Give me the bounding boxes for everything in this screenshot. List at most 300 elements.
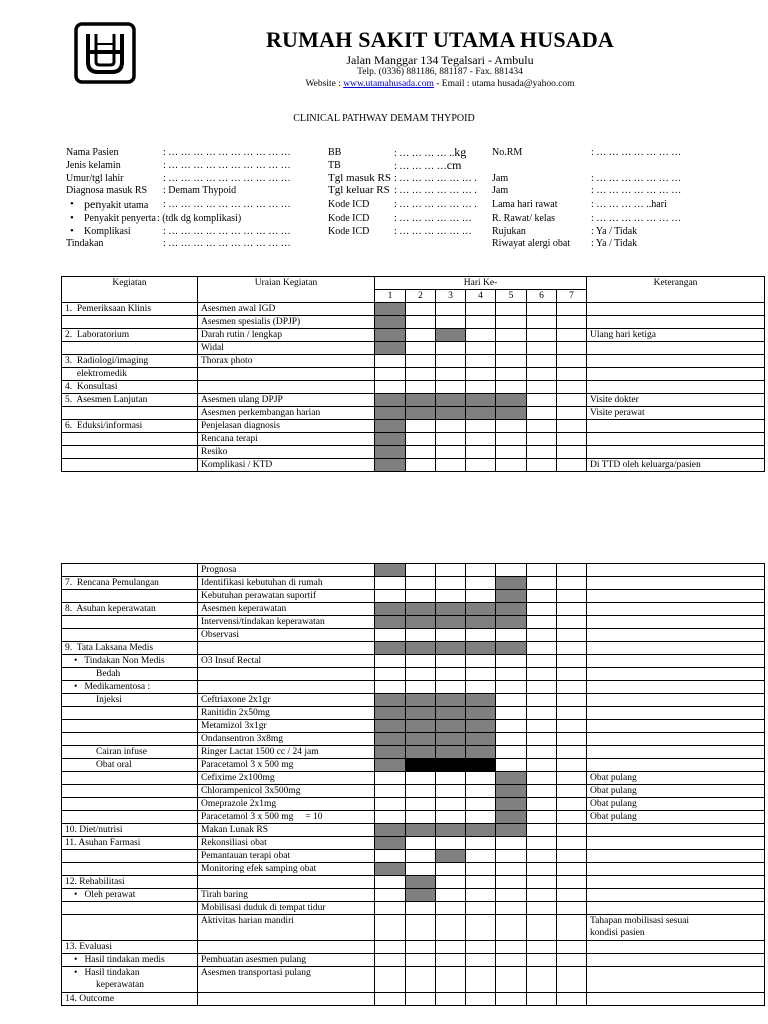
day-cell-scheduled[interactable] <box>375 863 406 876</box>
day-cell[interactable] <box>406 329 436 342</box>
day-cell[interactable] <box>436 785 466 798</box>
form-value-field[interactable]: : (tdk dg komplikasi) <box>157 213 242 224</box>
day-cell[interactable] <box>496 850 527 863</box>
day-cell[interactable] <box>466 681 496 694</box>
day-cell[interactable] <box>496 433 527 446</box>
day-cell[interactable] <box>527 329 557 342</box>
day-cell-scheduled[interactable] <box>375 420 406 433</box>
day-cell[interactable] <box>527 746 557 759</box>
day-cell[interactable] <box>406 303 436 316</box>
day-cell[interactable] <box>466 303 496 316</box>
day-cell-scheduled[interactable] <box>406 733 436 746</box>
day-cell[interactable] <box>557 876 587 889</box>
day-cell[interactable] <box>466 342 496 355</box>
day-cell[interactable] <box>436 381 466 394</box>
day-cell[interactable] <box>436 629 466 642</box>
day-cell[interactable] <box>466 785 496 798</box>
day-cell[interactable] <box>557 954 587 967</box>
day-cell-scheduled[interactable] <box>436 603 466 616</box>
day-cell[interactable] <box>406 993 436 1006</box>
day-cell[interactable] <box>557 993 587 1006</box>
day-cell[interactable] <box>375 681 406 694</box>
day-cell[interactable] <box>496 993 527 1006</box>
day-cell[interactable] <box>466 668 496 681</box>
day-cell[interactable] <box>557 915 587 941</box>
day-cell[interactable] <box>406 577 436 590</box>
day-cell[interactable] <box>527 394 557 407</box>
day-cell[interactable] <box>375 590 406 603</box>
day-cell-scheduled[interactable] <box>375 342 406 355</box>
day-cell[interactable] <box>496 342 527 355</box>
day-cell[interactable] <box>557 603 587 616</box>
day-cell[interactable] <box>375 629 406 642</box>
day-cell[interactable] <box>527 941 557 954</box>
day-cell-scheduled[interactable] <box>496 798 527 811</box>
day-cell[interactable] <box>557 642 587 655</box>
day-cell[interactable] <box>406 459 436 472</box>
form-value-field[interactable] <box>394 159 461 173</box>
day-cell[interactable] <box>557 720 587 733</box>
day-cell[interactable] <box>527 629 557 642</box>
day-cell-scheduled[interactable] <box>436 824 466 837</box>
day-cell[interactable] <box>557 837 587 850</box>
day-cell[interactable] <box>557 446 587 459</box>
day-cell[interactable] <box>496 329 527 342</box>
day-cell-scheduled[interactable] <box>375 407 406 420</box>
day-cell-scheduled[interactable] <box>375 303 406 316</box>
day-cell[interactable] <box>466 967 496 993</box>
day-cell[interactable] <box>527 954 557 967</box>
day-cell[interactable] <box>557 746 587 759</box>
day-cell[interactable] <box>496 629 527 642</box>
day-cell[interactable] <box>406 655 436 668</box>
day-cell[interactable] <box>557 433 587 446</box>
day-cell[interactable] <box>436 772 466 785</box>
day-cell-scheduled[interactable] <box>466 642 496 655</box>
day-cell[interactable] <box>466 850 496 863</box>
day-cell[interactable] <box>406 967 436 993</box>
day-cell[interactable] <box>527 694 557 707</box>
day-cell[interactable] <box>466 420 496 433</box>
form-value-field[interactable]: : … … … … … … … <box>591 173 682 184</box>
day-cell-scheduled[interactable] <box>466 720 496 733</box>
day-cell[interactable] <box>406 590 436 603</box>
day-cell[interactable] <box>527 902 557 915</box>
day-cell-scheduled[interactable] <box>406 642 436 655</box>
day-cell[interactable] <box>527 837 557 850</box>
day-cell[interactable] <box>436 433 466 446</box>
day-cell[interactable] <box>436 355 466 368</box>
day-cell[interactable] <box>557 329 587 342</box>
day-cell-scheduled[interactable] <box>496 590 527 603</box>
day-cell[interactable] <box>527 342 557 355</box>
day-cell-scheduled[interactable] <box>466 707 496 720</box>
day-cell[interactable] <box>496 446 527 459</box>
day-cell-scheduled[interactable] <box>406 759 436 772</box>
day-cell[interactable] <box>527 459 557 472</box>
day-cell[interactable] <box>406 381 436 394</box>
day-cell-scheduled[interactable] <box>375 564 406 577</box>
form-value-field[interactable]: : … … … … … … … <box>591 213 682 224</box>
day-cell[interactable] <box>496 564 527 577</box>
day-cell[interactable] <box>527 863 557 876</box>
day-cell[interactable] <box>496 694 527 707</box>
day-cell-scheduled[interactable] <box>406 394 436 407</box>
day-cell[interactable] <box>436 420 466 433</box>
day-cell-scheduled[interactable] <box>496 616 527 629</box>
day-cell[interactable] <box>527 355 557 368</box>
day-cell[interactable] <box>466 902 496 915</box>
day-cell[interactable] <box>436 863 466 876</box>
day-cell-scheduled[interactable] <box>406 876 436 889</box>
day-cell-scheduled[interactable] <box>406 407 436 420</box>
day-cell[interactable] <box>527 433 557 446</box>
day-cell[interactable] <box>496 720 527 733</box>
day-cell[interactable] <box>375 993 406 1006</box>
day-cell-scheduled[interactable] <box>406 720 436 733</box>
day-cell[interactable] <box>406 668 436 681</box>
day-cell-scheduled[interactable] <box>496 811 527 824</box>
day-cell-scheduled[interactable] <box>406 824 436 837</box>
day-cell[interactable] <box>375 655 406 668</box>
day-cell[interactable] <box>527 577 557 590</box>
day-cell[interactable] <box>557 381 587 394</box>
day-cell[interactable] <box>527 915 557 941</box>
day-cell[interactable] <box>496 668 527 681</box>
day-cell[interactable] <box>557 863 587 876</box>
day-cell[interactable] <box>436 668 466 681</box>
day-cell-scheduled[interactable] <box>436 394 466 407</box>
day-cell[interactable] <box>406 902 436 915</box>
form-value-field[interactable]: : … … … … … … … <box>591 147 682 158</box>
form-value-field[interactable]: : Demam Thypoid <box>163 185 237 196</box>
day-cell[interactable] <box>527 759 557 772</box>
day-cell[interactable] <box>375 876 406 889</box>
day-cell[interactable] <box>406 954 436 967</box>
day-cell[interactable] <box>527 785 557 798</box>
day-cell-scheduled[interactable] <box>496 642 527 655</box>
day-cell[interactable] <box>557 668 587 681</box>
day-cell[interactable] <box>436 577 466 590</box>
day-cell-scheduled[interactable] <box>466 694 496 707</box>
day-cell-scheduled[interactable] <box>466 746 496 759</box>
day-cell[interactable] <box>466 577 496 590</box>
form-value-field[interactable]: : Ya / Tidak <box>591 226 638 237</box>
day-cell[interactable] <box>557 785 587 798</box>
day-cell-scheduled[interactable] <box>375 733 406 746</box>
day-cell-scheduled[interactable] <box>496 394 527 407</box>
day-cell[interactable] <box>527 811 557 824</box>
day-cell-scheduled[interactable] <box>375 616 406 629</box>
day-cell[interactable] <box>557 342 587 355</box>
day-cell[interactable] <box>527 420 557 433</box>
day-cell[interactable] <box>466 876 496 889</box>
day-cell[interactable] <box>466 954 496 967</box>
form-value-field[interactable]: : … … … … … … … … … … <box>163 147 291 158</box>
day-cell[interactable] <box>375 785 406 798</box>
day-cell[interactable] <box>466 772 496 785</box>
day-cell[interactable] <box>466 993 496 1006</box>
form-value-field[interactable]: : … … … … … … … <box>591 185 682 196</box>
day-cell[interactable] <box>557 459 587 472</box>
day-cell[interactable] <box>375 967 406 993</box>
day-cell[interactable] <box>406 863 436 876</box>
day-cell[interactable] <box>375 355 406 368</box>
day-cell[interactable] <box>375 915 406 941</box>
day-cell[interactable] <box>496 863 527 876</box>
day-cell[interactable] <box>436 889 466 902</box>
day-cell[interactable] <box>375 577 406 590</box>
day-cell[interactable] <box>557 681 587 694</box>
day-cell[interactable] <box>496 759 527 772</box>
day-cell[interactable] <box>436 459 466 472</box>
day-cell[interactable] <box>557 316 587 329</box>
day-cell[interactable] <box>496 889 527 902</box>
day-cell[interactable] <box>496 941 527 954</box>
form-value-field[interactable]: : … … … … … … … … … … <box>163 226 291 237</box>
day-cell[interactable] <box>436 590 466 603</box>
day-cell-scheduled[interactable] <box>375 759 406 772</box>
day-cell[interactable] <box>527 733 557 746</box>
day-cell[interactable] <box>375 368 406 381</box>
day-cell-scheduled[interactable] <box>375 746 406 759</box>
day-cell[interactable] <box>466 811 496 824</box>
day-cell[interactable] <box>527 876 557 889</box>
day-cell[interactable] <box>527 590 557 603</box>
day-cell[interactable] <box>527 707 557 720</box>
day-cell[interactable] <box>406 811 436 824</box>
day-cell-scheduled[interactable] <box>496 577 527 590</box>
day-cell[interactable] <box>406 798 436 811</box>
day-cell[interactable] <box>557 967 587 993</box>
day-cell[interactable] <box>527 850 557 863</box>
day-cell[interactable] <box>436 316 466 329</box>
day-cell[interactable] <box>466 564 496 577</box>
day-cell-scheduled[interactable] <box>375 459 406 472</box>
day-cell[interactable] <box>527 642 557 655</box>
day-cell-scheduled[interactable] <box>406 603 436 616</box>
day-cell[interactable] <box>557 759 587 772</box>
day-cell[interactable] <box>496 459 527 472</box>
day-cell[interactable] <box>557 824 587 837</box>
day-cell[interactable] <box>527 824 557 837</box>
day-cell[interactable] <box>557 616 587 629</box>
day-cell[interactable] <box>466 316 496 329</box>
day-cell[interactable] <box>557 577 587 590</box>
website-link[interactable]: www.utamahusada.com <box>343 79 434 89</box>
day-cell-scheduled[interactable] <box>466 733 496 746</box>
day-cell[interactable] <box>496 303 527 316</box>
day-cell[interactable] <box>375 381 406 394</box>
day-cell-scheduled[interactable] <box>436 694 466 707</box>
day-cell-scheduled[interactable] <box>375 824 406 837</box>
day-cell[interactable] <box>436 993 466 1006</box>
form-value-field[interactable]: : … … … … … … … … … … <box>163 238 291 249</box>
day-cell[interactable] <box>527 993 557 1006</box>
day-cell[interactable] <box>527 681 557 694</box>
day-cell[interactable] <box>527 603 557 616</box>
day-cell[interactable] <box>436 876 466 889</box>
day-cell[interactable] <box>466 889 496 902</box>
day-cell[interactable] <box>527 303 557 316</box>
day-cell[interactable] <box>527 772 557 785</box>
day-cell[interactable] <box>375 941 406 954</box>
form-value-field[interactable] <box>394 225 472 238</box>
day-cell[interactable] <box>496 876 527 889</box>
day-cell[interactable] <box>375 811 406 824</box>
day-cell-scheduled[interactable] <box>375 642 406 655</box>
day-cell-scheduled[interactable] <box>375 603 406 616</box>
day-cell[interactable] <box>406 316 436 329</box>
day-cell[interactable] <box>466 459 496 472</box>
day-cell[interactable] <box>406 420 436 433</box>
day-cell[interactable] <box>436 915 466 941</box>
day-cell[interactable] <box>466 368 496 381</box>
day-cell[interactable] <box>436 655 466 668</box>
day-cell[interactable] <box>496 915 527 941</box>
day-cell[interactable] <box>496 837 527 850</box>
day-cell[interactable] <box>527 655 557 668</box>
day-cell-scheduled[interactable] <box>406 616 436 629</box>
day-cell[interactable] <box>496 733 527 746</box>
day-cell[interactable] <box>527 720 557 733</box>
day-cell-scheduled[interactable] <box>375 707 406 720</box>
day-cell[interactable] <box>466 798 496 811</box>
day-cell[interactable] <box>466 629 496 642</box>
day-cell[interactable] <box>406 837 436 850</box>
day-cell[interactable] <box>436 564 466 577</box>
day-cell[interactable] <box>557 303 587 316</box>
day-cell[interactable] <box>406 772 436 785</box>
day-cell[interactable] <box>557 902 587 915</box>
day-cell-scheduled[interactable] <box>375 394 406 407</box>
day-cell[interactable] <box>527 668 557 681</box>
day-cell[interactable] <box>406 355 436 368</box>
day-cell[interactable] <box>496 902 527 915</box>
day-cell-scheduled[interactable] <box>375 720 406 733</box>
day-cell[interactable] <box>527 368 557 381</box>
day-cell[interactable] <box>557 629 587 642</box>
day-cell[interactable] <box>436 811 466 824</box>
day-cell-scheduled[interactable] <box>375 433 406 446</box>
day-cell[interactable] <box>527 798 557 811</box>
day-cell-scheduled[interactable] <box>466 394 496 407</box>
day-cell[interactable] <box>406 629 436 642</box>
day-cell[interactable] <box>375 850 406 863</box>
day-cell[interactable] <box>436 303 466 316</box>
day-cell-scheduled[interactable] <box>496 407 527 420</box>
day-cell[interactable] <box>557 798 587 811</box>
day-cell-scheduled[interactable] <box>375 694 406 707</box>
day-cell[interactable] <box>375 954 406 967</box>
day-cell-scheduled[interactable] <box>436 407 466 420</box>
day-cell-scheduled[interactable] <box>375 329 406 342</box>
day-cell[interactable] <box>436 446 466 459</box>
day-cell[interactable] <box>406 368 436 381</box>
day-cell-scheduled[interactable] <box>406 694 436 707</box>
day-cell[interactable] <box>466 329 496 342</box>
day-cell[interactable] <box>557 590 587 603</box>
day-cell[interactable] <box>436 954 466 967</box>
day-cell-scheduled[interactable] <box>436 759 466 772</box>
day-cell-scheduled[interactable] <box>496 785 527 798</box>
day-cell[interactable] <box>375 889 406 902</box>
day-cell[interactable] <box>496 967 527 993</box>
day-cell[interactable] <box>557 655 587 668</box>
form-value-field[interactable]: : … … … … … … … … … … <box>163 173 291 184</box>
day-cell-scheduled[interactable] <box>466 824 496 837</box>
day-cell-scheduled[interactable] <box>496 772 527 785</box>
day-cell[interactable] <box>406 850 436 863</box>
day-cell[interactable] <box>557 707 587 720</box>
day-cell[interactable] <box>557 889 587 902</box>
day-cell[interactable] <box>557 850 587 863</box>
day-cell-scheduled[interactable] <box>466 407 496 420</box>
day-cell[interactable] <box>375 668 406 681</box>
day-cell-scheduled[interactable] <box>496 824 527 837</box>
day-cell-scheduled[interactable] <box>406 746 436 759</box>
day-cell[interactable] <box>466 915 496 941</box>
day-cell[interactable] <box>557 394 587 407</box>
day-cell-scheduled[interactable] <box>436 850 466 863</box>
day-cell-scheduled[interactable] <box>375 316 406 329</box>
day-cell[interactable] <box>527 889 557 902</box>
day-cell-scheduled[interactable] <box>466 759 496 772</box>
day-cell[interactable] <box>466 590 496 603</box>
day-cell[interactable] <box>406 446 436 459</box>
form-value-field[interactable]: : … … … … … … … … … … <box>163 199 291 210</box>
day-cell[interactable] <box>466 355 496 368</box>
day-cell-scheduled[interactable] <box>436 720 466 733</box>
form-value-field[interactable] <box>394 212 472 225</box>
day-cell-scheduled[interactable] <box>436 746 466 759</box>
day-cell[interactable] <box>557 420 587 433</box>
day-cell[interactable] <box>406 564 436 577</box>
day-cell[interactable] <box>436 681 466 694</box>
day-cell[interactable] <box>527 316 557 329</box>
form-value-field[interactable]: : Ya / Tidak <box>591 238 638 249</box>
day-cell-scheduled[interactable] <box>406 707 436 720</box>
day-cell[interactable] <box>466 381 496 394</box>
day-cell-scheduled[interactable] <box>436 616 466 629</box>
day-cell[interactable] <box>496 681 527 694</box>
day-cell[interactable] <box>375 798 406 811</box>
day-cell[interactable] <box>436 941 466 954</box>
day-cell[interactable] <box>406 785 436 798</box>
day-cell-scheduled[interactable] <box>436 733 466 746</box>
day-cell[interactable] <box>527 446 557 459</box>
day-cell[interactable] <box>436 368 466 381</box>
day-cell[interactable] <box>527 616 557 629</box>
day-cell-scheduled[interactable] <box>466 616 496 629</box>
day-cell[interactable] <box>406 433 436 446</box>
day-cell[interactable] <box>496 355 527 368</box>
day-cell[interactable] <box>406 342 436 355</box>
day-cell-scheduled[interactable] <box>466 603 496 616</box>
day-cell[interactable] <box>496 316 527 329</box>
day-cell[interactable] <box>496 420 527 433</box>
day-cell-scheduled[interactable] <box>406 889 436 902</box>
day-cell[interactable] <box>557 407 587 420</box>
day-cell-scheduled[interactable] <box>436 707 466 720</box>
day-cell[interactable] <box>527 967 557 993</box>
form-value-field[interactable]: : … … … … ..hari <box>591 199 667 210</box>
day-cell[interactable] <box>557 355 587 368</box>
day-cell[interactable] <box>436 967 466 993</box>
day-cell[interactable] <box>527 407 557 420</box>
day-cell[interactable] <box>436 837 466 850</box>
day-cell[interactable] <box>557 564 587 577</box>
